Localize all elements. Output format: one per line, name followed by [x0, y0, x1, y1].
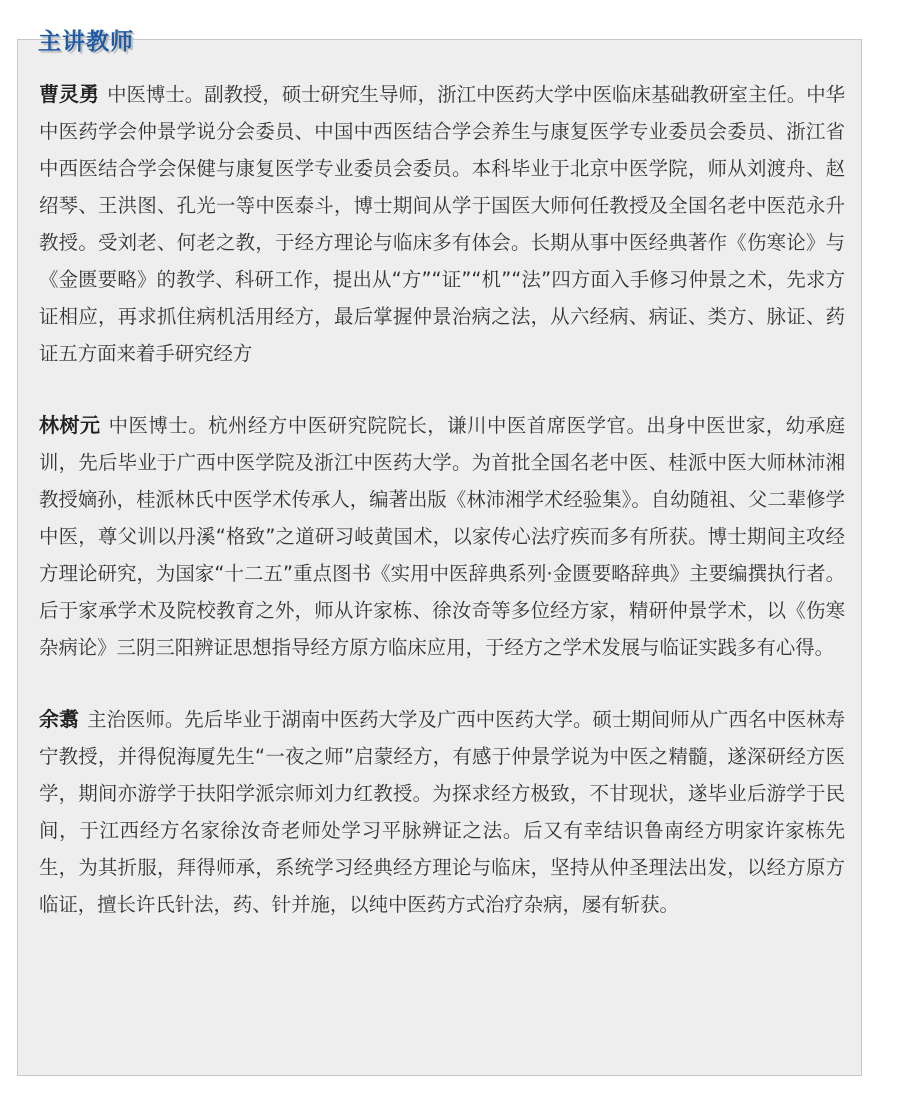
teacher-name: 余翥 [39, 707, 80, 731]
section-title: 主讲教师 [38, 29, 134, 55]
teacher-bio-cao [39, 76, 845, 372]
teacher-description: 主治医师。先后毕业于湖南中医药大学及广西中医药大学。硕士期间师从广西名中医林寿宁教授，并得倪海厦先生“一夜之师”启蒙经方，有感于仲景学说为中医之精髓，遂深研经方医学，期间亦游学于扶阳学派宗师刘力红教授。为探求经方极致，不甘现状，遂毕业后游学于民间，于江西经方名家徐汝奇老师处学习平脉辨证之法。后又有幸结识鲁南经方明家许家栋先生，为其折服，拜得师承，系统学习经典经方理论与临床，坚持从仲圣理法出发，以经方原方临证，擅长许氏针法，药、针并施，以纯中医药方式治疗杂病，屡有斩获。 [39, 708, 846, 916]
teacher-description: 中医博士。杭州经方中医研究院院长，谦川中医首席医学官。出身中医世家，幼承庭训，先后毕业于广西中医学院及浙江中医药大学。为首批全国名老中医、桂派中医大师林沛湘教授嫡孙，桂派林氏中医学术传承人，编著出版《林沛湘学术经验集》。自幼随祖、父二辈修学中医，尊父训以丹溪“格致”之道研习岐黄国术，以家传心法疗疾而多有所获。博士期间主攻经方理论研究，为国家“十二五”重点图书《实用中医辞典系列·金匮要略辞典》主要编撰执行者。后于家承学术及院校教育之外，师从许家栋、徐汝奇等多位经方家，精研仲景学术，以《伤寒杂病论》三阴三阳辨证思想指导经方原方临床应用，于经方之学术发展与临证实践多有心得。 [39, 414, 846, 659]
teacher-list [39, 76, 845, 958]
teacher-description: 中医博士。副教授，硕士研究生导师，浙江中医药大学中医临床基础教研室主任。中华中医药学会仲景学说分会委员、中国中西医结合学会养生与康复医学专业委员会委员、浙江省中西医结合学会保健与康复医学专业委员会委员。本科毕业于北京中医学院，师从刘渡舟、赵绍琴、王洪图、孔光一等中医泰斗，博士期间从学于国医大师何任教授及全国名老中医范永升教授。受刘老、何老之教，于经方理论与临床多有体会。长期从事中医经典著作《伤寒论》与《金匮要略》的教学、科研工作，提出从“方”“证”“机”“法”四方面入手修习仲景之术，先求方证相应，再求抓住病机活用经方，最后掌握仲景治病之法，从六经病、病证、类方、脉证、药证五方面来着手研究经方 [39, 83, 846, 365]
teacher-bio-lin [39, 407, 845, 666]
teacher-name: 曹灵勇 [39, 82, 100, 106]
teacher-bio-yu [39, 701, 845, 923]
teacher-name: 林树元 [39, 413, 101, 437]
